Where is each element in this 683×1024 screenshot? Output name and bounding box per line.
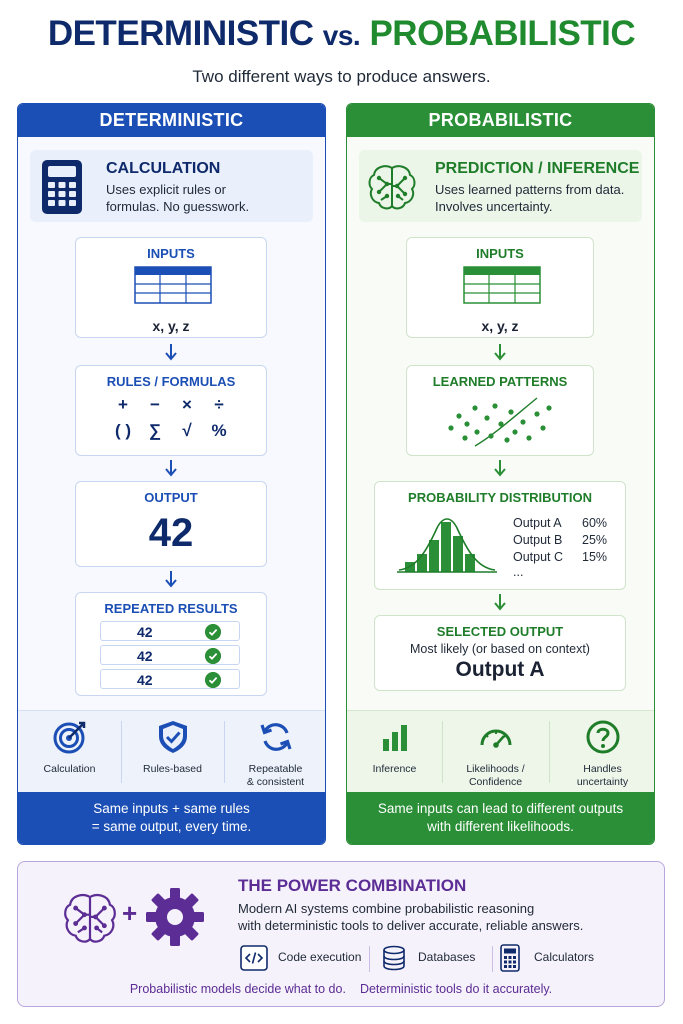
question-icon [585, 719, 621, 755]
repeated-result-value: 42 [137, 648, 153, 664]
tool-label: Code execution [278, 950, 362, 964]
tool-label: Databases [418, 950, 476, 964]
check-circle-icon [205, 648, 221, 664]
feature-label: Calculation [43, 763, 96, 775]
down-arrow-icon [164, 570, 178, 588]
prob-footer [347, 792, 654, 844]
prediction-intro [359, 150, 642, 222]
operator-symbol: ( ) [114, 421, 132, 440]
down-arrow-icon [164, 459, 178, 477]
det-footer-line: = same output, every time. [91, 819, 252, 834]
down-arrow-icon [164, 343, 178, 361]
power-footer-left: Probabilistic models decide what to do. [129, 982, 346, 996]
feature-rules-based [121, 711, 224, 793]
prob-selected-box [374, 615, 626, 691]
feature-label: Rules-based [143, 763, 202, 775]
prob-distribution-title: PROBABILITY DISTRIBUTION [408, 490, 592, 505]
shield-check-icon [155, 719, 191, 755]
gauge-icon [478, 719, 514, 755]
repeated-result-row [100, 621, 240, 641]
feature-label-line: Likelihoods / [466, 763, 525, 775]
det-input-vars: x, y, z [152, 318, 190, 334]
power-combination-footer [18, 982, 664, 996]
feature-calculation [18, 711, 121, 793]
brain-network-icon [58, 886, 122, 950]
deterministic-heading: DETERMINISTIC [18, 104, 325, 137]
tool-label: Calculators [534, 950, 595, 964]
probabilistic-column [346, 103, 655, 845]
det-footer-line: Same inputs + same rules [93, 801, 250, 816]
database-icon [380, 944, 408, 972]
operator-symbol: − [150, 395, 160, 414]
repeated-result-row [100, 669, 240, 689]
prob-selected-title: SELECTED OUTPUT [436, 624, 564, 639]
feature-likelihoods [442, 711, 549, 793]
prediction-desc-line: Uses learned patterns from data. [435, 182, 625, 197]
det-output-value: 42 [148, 511, 194, 555]
gear-icon [144, 886, 206, 948]
title-probabilistic: PROBABILISTIC [369, 14, 636, 53]
plus-sign: + [122, 898, 138, 928]
power-combination-panel [17, 861, 665, 1007]
feature-label [442, 763, 549, 789]
operator-symbol: × [182, 395, 192, 414]
feature-repeatable [224, 711, 326, 793]
feature-label-line: uncertainty [576, 776, 629, 788]
tool-divider [369, 946, 370, 972]
tool-divider [492, 946, 493, 972]
distribution-output-name: Output A [513, 516, 562, 530]
operator-symbol: % [211, 421, 227, 440]
prob-patterns-title: LEARNED PATTERNS [432, 374, 568, 389]
calculator-icon [496, 944, 524, 972]
calculation-intro [30, 150, 313, 222]
det-footer [18, 792, 325, 844]
distribution-more: ... [513, 565, 524, 579]
feature-label-line: Confidence [468, 776, 523, 788]
det-inputs-title: INPUTS [147, 246, 195, 261]
calculation-title: CALCULATION [106, 160, 221, 177]
table-icon [463, 266, 541, 304]
scatter-pattern-icon [445, 394, 557, 448]
title-deterministic: DETERMINISTIC [47, 14, 314, 53]
feature-label [549, 763, 655, 789]
operator-symbol: ÷ [214, 395, 224, 414]
feature-label-line: Handles [583, 763, 622, 775]
brain-network-icon [367, 158, 417, 216]
prob-inputs-title: INPUTS [476, 246, 524, 261]
target-icon [52, 719, 88, 755]
tool-databases [380, 942, 490, 976]
feature-label [224, 763, 326, 789]
bar-chart-icon [377, 719, 413, 755]
down-arrow-icon [493, 593, 507, 611]
calculation-desc-line: formulas. No guesswork. [106, 199, 250, 214]
tool-code-execution [240, 942, 370, 976]
power-desc-line: with deterministic tools to deliver accurate, reliable answers. [238, 918, 584, 933]
distribution-row-a [513, 516, 608, 530]
prediction-title: PREDICTION / INFERENCE [435, 160, 640, 177]
feature-label: Inference [372, 763, 417, 775]
det-feature-strip [18, 710, 325, 792]
prob-selected-note: Most likely (or based on context) [410, 642, 590, 656]
prediction-desc-line: Involves uncertainty. [435, 199, 553, 214]
calculation-description [106, 181, 316, 215]
down-arrow-icon [493, 459, 507, 477]
prob-input-vars: x, y, z [481, 318, 519, 334]
code-icon [240, 944, 268, 972]
det-repeated-box [75, 592, 267, 696]
prob-footer-line: with different likelihoods. [427, 819, 574, 834]
calculator-icon [38, 158, 88, 216]
power-footer-right: Deterministic tools do it accurately. [359, 982, 553, 996]
repeated-result-row [100, 645, 240, 665]
operator-symbol: + [118, 395, 128, 414]
distribution-chart-icon [397, 510, 497, 574]
table-icon [134, 266, 212, 304]
probabilistic-heading: PROBABILISTIC [347, 104, 654, 137]
check-circle-icon [205, 624, 221, 640]
det-inputs-box [75, 237, 267, 338]
title-vs: vs. [322, 20, 361, 51]
det-output-box [75, 481, 267, 567]
feature-label-line: Repeatable [248, 763, 303, 775]
calculation-desc-line: Uses explicit rules or [106, 182, 226, 197]
power-combination-description [238, 900, 648, 934]
det-rules-title: RULES / FORMULAS [106, 374, 236, 389]
page-title [0, 14, 683, 54]
prob-selected-value: Output A [455, 658, 545, 681]
power-combination-title: THE POWER COMBINATION [238, 876, 467, 895]
det-rules-box [75, 365, 267, 456]
det-repeated-title: REPEATED RESULTS [104, 601, 238, 616]
distribution-output-name: Output C [513, 550, 564, 564]
distribution-row-b [513, 533, 608, 547]
distribution-output-pct: 25% [582, 533, 608, 547]
deterministic-column [17, 103, 326, 845]
feature-uncertainty [549, 711, 655, 793]
repeated-result-value: 42 [137, 672, 153, 688]
power-desc-line: Modern AI systems combine probabilistic reasoning [238, 901, 535, 916]
tool-calculators [496, 942, 616, 976]
prob-feature-strip [347, 710, 654, 792]
det-output-title: OUTPUT [144, 490, 198, 505]
feature-label-line: & consistent [246, 776, 305, 788]
operator-symbol: √ [182, 421, 192, 440]
distribution-output-name: Output B [513, 533, 563, 547]
check-circle-icon [205, 672, 221, 688]
refresh-icon [258, 719, 294, 755]
distribution-row-c [513, 550, 608, 564]
feature-inference [347, 711, 442, 793]
prob-footer-line: Same inputs can lead to different outputs [377, 801, 624, 816]
distribution-output-pct: 15% [582, 550, 608, 564]
down-arrow-icon [493, 343, 507, 361]
distribution-output-pct: 60% [582, 516, 608, 530]
operator-symbol: ∑ [148, 421, 162, 440]
operator-grid [76, 395, 266, 441]
page-subtitle: Two different ways to produce answers. [192, 67, 491, 86]
prob-inputs-box [406, 237, 594, 338]
prediction-description [435, 181, 645, 215]
prob-patterns-box [406, 365, 594, 456]
prob-distribution-box [374, 481, 626, 590]
repeated-result-value: 42 [137, 624, 153, 640]
